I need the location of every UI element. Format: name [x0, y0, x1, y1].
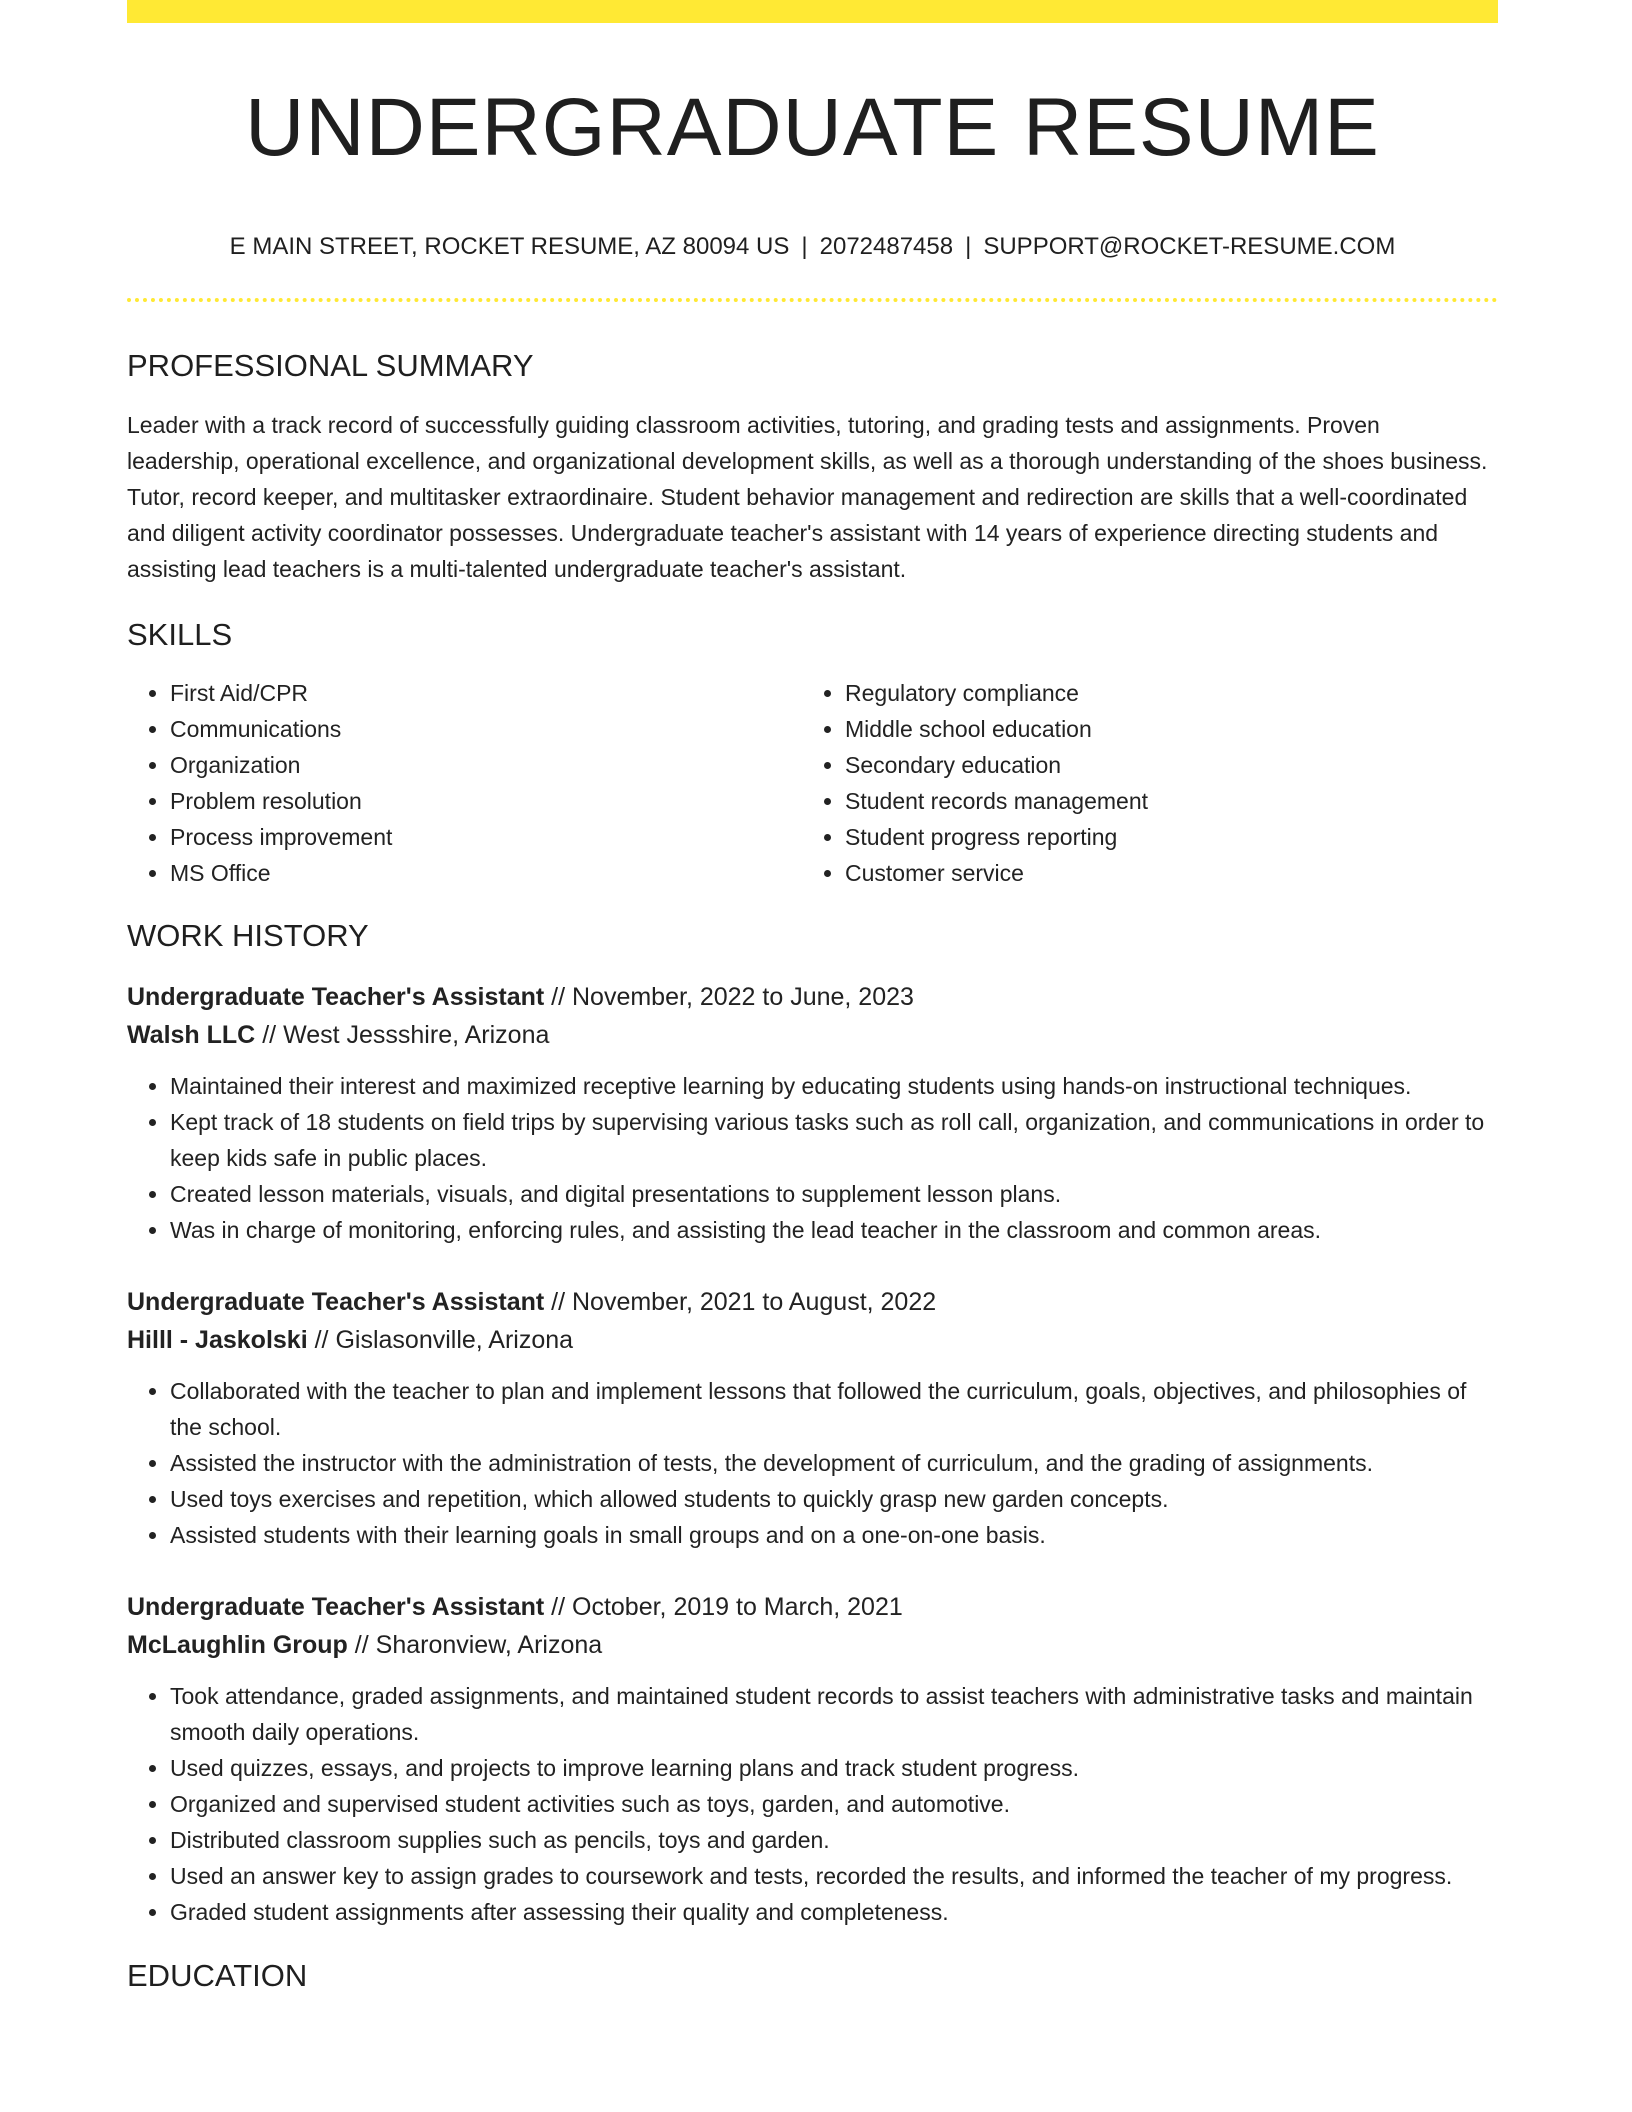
job-bullet: • Maintained their interest and maximized receptive learning by educating students using hands-on instructional techniques.: [170, 1068, 1498, 1104]
contact-separator: |: [801, 233, 808, 260]
job-separator: //: [354, 1631, 369, 1659]
skill-item: • Regulatory compliance: [845, 675, 1485, 711]
contact-address: E MAIN STREET, ROCKET RESUME, AZ 80094 US: [229, 233, 790, 260]
job-separator: //: [314, 1326, 329, 1354]
job-bullet: • Took attendance, graded assignments, and maintained student records to assist teachers with administrative tasks and maintain smooth daily operations.: [170, 1678, 1498, 1750]
job-bullet: • Created lesson materials, visuals, and digital presentations to supplement lesson plans.: [170, 1176, 1498, 1212]
skills-list: [127, 675, 1498, 891]
skill-item: • Organization: [170, 747, 802, 783]
job-role: Undergraduate Teacher's Assistant: [127, 1288, 545, 1316]
job-company-line: [127, 1016, 1498, 1054]
job-dates: November, 2021 to August, 2022: [572, 1288, 937, 1316]
summary-text: Leader with a track record of successfully guiding classroom activities, tutoring, and grading tests and assignments. Proven leadership, operational excellence, and organizational development skills, as well as a thorough understanding of the shoes business. Tutor, record keeper, and multitasker extraordinaire. Student behavior management and redirection are skills that a well-coordinated and diligent activity coordinator possesses. Undergraduate teacher's assistant with 14 years of experience directing students and assisting lead teachers is a multi-talented undergraduate teacher's assistant.: [127, 412, 1488, 582]
job-title-line: [127, 978, 1498, 1016]
work-history-heading: WORK HISTORY: [127, 918, 369, 953]
job-location: West Jessshire, Arizona: [283, 1021, 550, 1049]
job-separator: //: [551, 1288, 566, 1316]
education-heading: EDUCATION: [127, 1958, 308, 1993]
job-company-line: [127, 1626, 1498, 1664]
skills-heading: SKILLS: [127, 617, 233, 652]
job-location: Sharonview, Arizona: [375, 1631, 603, 1659]
job-entry: [127, 1283, 1498, 1553]
job-bullets: [127, 1373, 1498, 1553]
job-entry: [127, 978, 1498, 1248]
job-dates: October, 2019 to March, 2021: [572, 1593, 903, 1621]
job-bullet: • Assisted students with their learning goals in small groups and on a one-on-one basis.: [170, 1517, 1498, 1553]
job-role: Undergraduate Teacher's Assistant: [127, 1593, 545, 1621]
job-company: Hilll - Jaskolski: [127, 1326, 308, 1354]
job-company: McLaughlin Group: [127, 1631, 348, 1659]
skill-item: • Customer service: [845, 855, 1485, 891]
skill-item: • First Aid/CPR: [170, 675, 802, 711]
contact-line: [127, 232, 1498, 262]
job-dates: November, 2022 to June, 2023: [572, 983, 914, 1011]
skills-column-left: [127, 675, 802, 891]
job-bullet: • Assisted the instructor with the administration of tests, the development of curriculum, and the grading of assignments.: [170, 1445, 1498, 1481]
job-bullet: • Was in charge of monitoring, enforcing rules, and assisting the lead teacher in the classroom and common areas.: [170, 1212, 1498, 1248]
job-title-line: [127, 1283, 1498, 1321]
dotted-divider: [127, 298, 1498, 302]
contact-separator: |: [965, 233, 972, 260]
job-bullet: • Used quizzes, essays, and projects to improve learning plans and track student progress.: [170, 1750, 1498, 1786]
contact-email: SUPPORT@ROCKET-RESUME.COM: [983, 233, 1396, 260]
contact-phone: 2072487458: [819, 233, 954, 260]
skill-item: • Problem resolution: [170, 783, 802, 819]
job-bullets: [127, 1068, 1498, 1248]
job-separator: //: [551, 1593, 566, 1621]
job-bullet: • Collaborated with the teacher to plan and implement lessons that followed the curriculum, goals, objectives, and philosophies of the school.: [170, 1373, 1498, 1445]
skill-item: • Student records management: [845, 783, 1485, 819]
job-company-line: [127, 1321, 1498, 1359]
job-separator: //: [551, 983, 566, 1011]
job-bullets: [127, 1678, 1498, 1930]
skill-item: • Communications: [170, 711, 802, 747]
resume-title: UNDERGRADUATE RESUME: [245, 82, 1380, 173]
job-title-line: [127, 1588, 1498, 1626]
summary-heading: PROFESSIONAL SUMMARY: [127, 348, 534, 383]
job-bullet: • Kept track of 18 students on field trips by supervising various tasks such as roll call, organization, and communications in order to keep kids safe in public places.: [170, 1104, 1498, 1176]
skills-column-right: [802, 675, 1485, 891]
skill-item: • Process improvement: [170, 819, 802, 855]
job-separator: //: [262, 1021, 277, 1049]
job-bullet: • Used toys exercises and repetition, which allowed students to quickly grasp new garden concepts.: [170, 1481, 1498, 1517]
job-role: Undergraduate Teacher's Assistant: [127, 983, 545, 1011]
skill-item: • Middle school education: [845, 711, 1485, 747]
job-company: Walsh LLC: [127, 1021, 256, 1049]
job-location: Gislasonville, Arizona: [335, 1326, 574, 1354]
skill-item: • MS Office: [170, 855, 802, 891]
skill-item: • Secondary education: [845, 747, 1485, 783]
resume-content: [127, 0, 1498, 1994]
job-bullet: • Distributed classroom supplies such as pencils, toys and garden.: [170, 1822, 1498, 1858]
job-bullet: • Graded student assignments after assessing their quality and completeness.: [170, 1894, 1498, 1930]
job-bullet: • Used an answer key to assign grades to coursework and tests, recorded the results, and informed the teacher of my progress.: [170, 1858, 1498, 1894]
job-entry: [127, 1588, 1498, 1930]
job-bullet: • Organized and supervised student activities such as toys, garden, and automotive.: [170, 1786, 1498, 1822]
skill-item: • Student progress reporting: [845, 819, 1485, 855]
